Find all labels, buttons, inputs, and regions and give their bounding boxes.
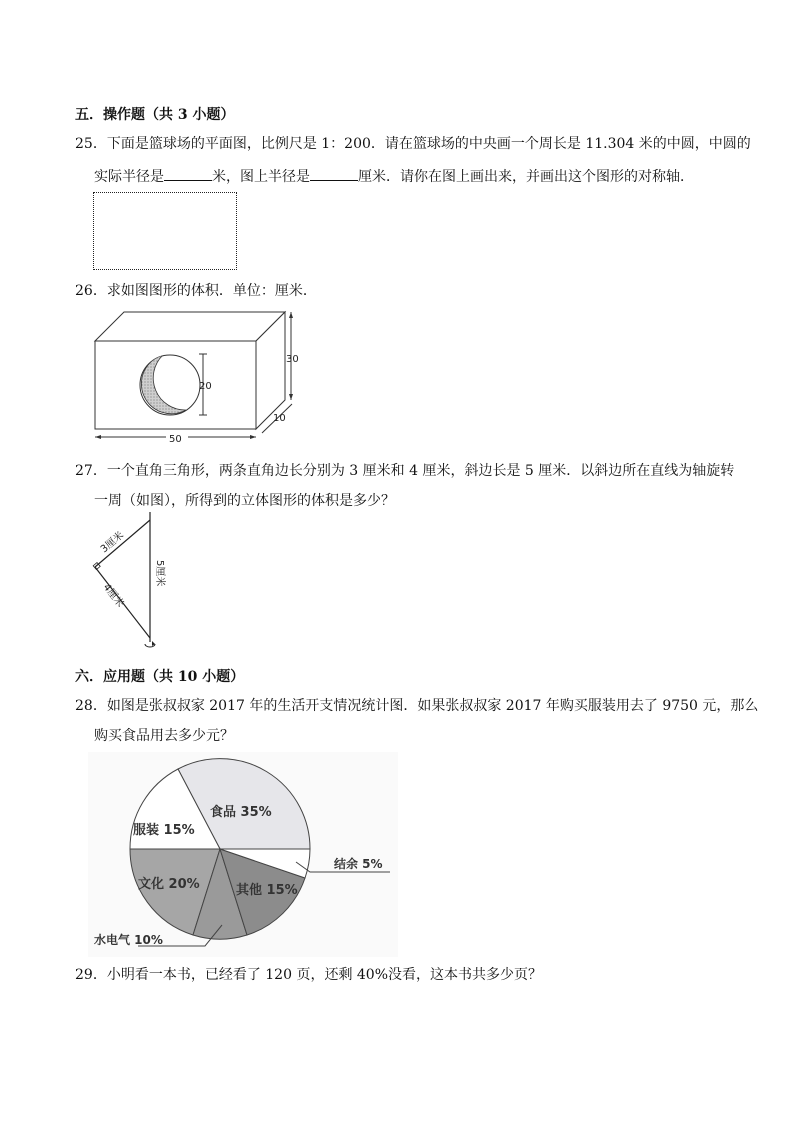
svg-text:结余 5%: 结余 5% [334,857,383,871]
question-28-line2: 购买食品用去多少元？ [94,728,234,744]
right-triangle-rotation-figure [85,510,175,655]
svg-text:文化 20%: 文化 20% [138,877,200,892]
question-26 [75,282,317,300]
question-25-line2 [94,166,694,186]
question-28-line1 [75,697,758,715]
answer-blank-actual-radius[interactable] [164,166,212,181]
svg-text:5厘米: 5厘米 [154,560,165,587]
expense-pie-chart [88,752,398,957]
cuboid-with-hole-figure [85,305,305,450]
question-number: 27． [75,463,107,479]
question-text: 一个直角三角形，两条直角边长分别为 3 厘米和 4 厘米，斜边长是 5 厘米．以斜边所在直线为轴旋转 [106,463,735,479]
question-text: 实际半径是 [94,169,164,185]
question-number: 26． [75,283,107,299]
svg-text:服装 15%: 服装 15% [133,823,195,838]
question-text: 下面是篮球场的平面图，比例尺是 1：200．请在篮球场的中央画一个周长是 11.304 米的中圆，中圆的 [106,136,751,152]
svg-text:3厘米: 3厘米 [98,529,127,556]
basketball-court-plan [93,192,237,270]
svg-text:4厘米: 4厘米 [100,582,126,610]
question-number: 25． [75,136,107,152]
svg-text:食品 35%: 食品 35% [210,805,272,820]
svg-text:10: 10 [273,413,286,424]
question-text: 米，图上半径是 [212,169,310,185]
section-heading-applications: 六．应用题（共 10 小题） [75,669,245,685]
question-25-line1 [75,135,751,153]
question-text: 求如图图形的体积．单位：厘米． [106,283,317,299]
question-text: 如图是张叔叔家 2017 年的生活开支情况统计图．如果张叔叔家 2017 年购买服装用去了 9750 元，那么 [106,698,759,714]
question-number: 28． [75,698,107,714]
svg-text:其他 15%: 其他 15% [236,883,298,898]
answer-blank-map-radius[interactable] [310,166,358,181]
svg-text:20: 20 [199,381,212,392]
question-27-line2: 一周（如图），所得到的立体图形的体积是多少？ [94,493,395,509]
section-heading-operations: 五．操作题（共 3 小题） [75,107,235,123]
svg-text:30: 30 [286,354,299,365]
question-text: 小明看一本书，已经看了 120 页，还剩 40%没看，这本书共多少页？ [106,967,543,983]
question-29 [75,966,542,984]
svg-text:水电气 10%: 水电气 10% [94,933,163,947]
question-text: 厘米．请你在图上画出来，并画出这个图形的对称轴． [358,169,694,185]
svg-text:50: 50 [169,434,182,445]
question-number: 29． [75,967,107,983]
question-27-line1 [75,462,734,480]
